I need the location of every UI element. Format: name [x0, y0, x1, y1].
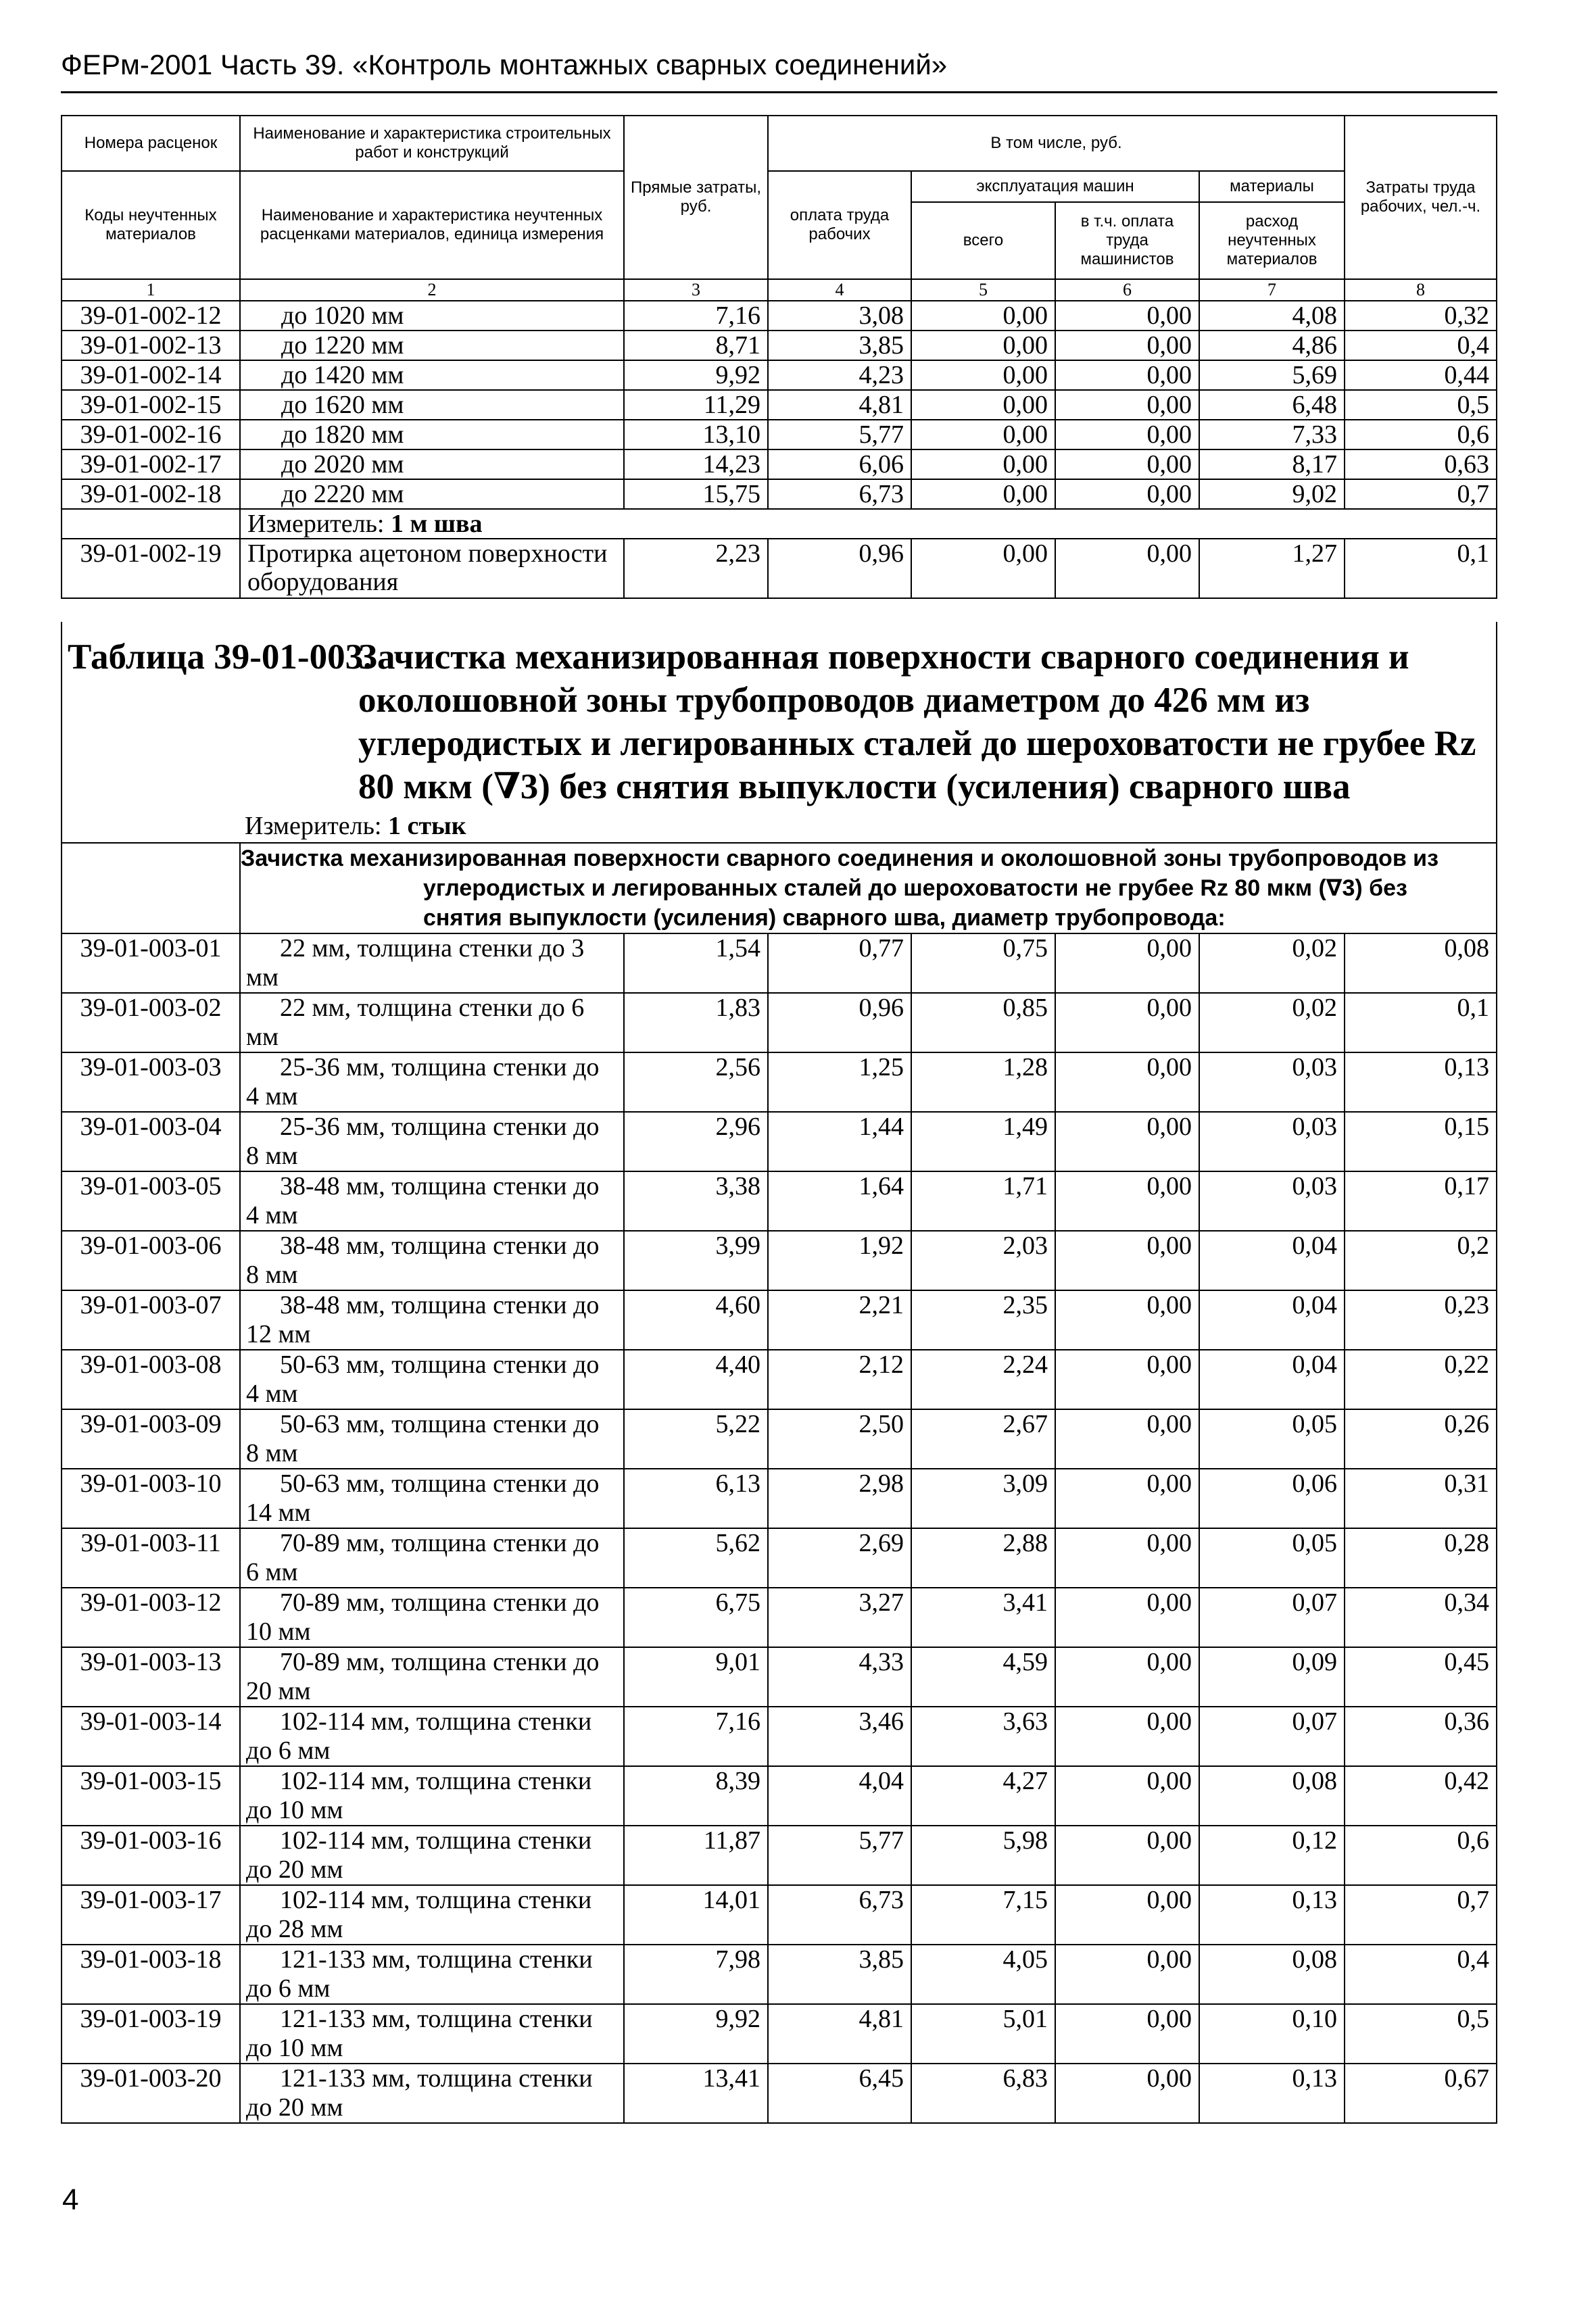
value-mach-wages: 0,00	[1055, 390, 1199, 420]
value-mach-wages: 0,00	[1055, 1231, 1199, 1290]
rate-name: до 2020 мм	[240, 449, 624, 479]
value-mat: 0,07	[1199, 1588, 1345, 1647]
rate-code: 39-01-003-11	[62, 1528, 240, 1588]
value-mach: 0,85	[911, 993, 1055, 1052]
value-direct: 7,98	[624, 1945, 768, 2004]
table-title-text: Зачистка механизированная поверхности сварного соединения и околошовной зоны трубопроводов диаметром до 426 мм из углеродистых и легированных сталей до шероховатости не грубее Rz 80 мкм (∇3) без снятия выпуклости (усиления) сварного шва	[358, 637, 1476, 806]
header-work-name: Наименование и характеристика строительных работ и конструкций	[240, 116, 624, 171]
value-mach-wages: 0,00	[1055, 1112, 1199, 1171]
value-mach-wages: 0,00	[1055, 1707, 1199, 1766]
header-materials: материалы	[1200, 172, 1344, 202]
value-mat: 0,05	[1199, 1528, 1345, 1588]
header-rate-numbers: Номера расценок	[62, 116, 240, 171]
rate-name: до 1020 мм	[240, 301, 624, 331]
value-direct: 2,96	[624, 1112, 768, 1171]
value-wages: 2,98	[768, 1469, 911, 1528]
value-mat: 1,27	[1199, 539, 1345, 598]
header-machines-group	[912, 172, 1199, 278]
column-number: 5	[911, 279, 1055, 301]
header-direct-costs: Прямые затраты, руб.	[624, 116, 768, 279]
value-direct: 5,22	[624, 1409, 768, 1469]
rate-name: 50-63 мм, толщина стенки до 4 мм	[240, 1350, 624, 1409]
value-wages: 3,27	[768, 1588, 911, 1647]
table-row	[62, 1290, 1497, 1350]
value-labor: 0,26	[1345, 1409, 1497, 1469]
group-code-cell	[62, 843, 240, 933]
rate-name: 121-133 мм, толщина стенки до 10 мм	[240, 2004, 624, 2064]
value-mach: 2,88	[911, 1528, 1055, 1588]
value-mach-wages: 0,00	[1055, 1409, 1199, 1469]
table-row	[62, 1885, 1497, 1945]
rate-code: 39-01-003-19	[62, 2004, 240, 2064]
value-wages: 0,96	[768, 993, 911, 1052]
rates-table-39-01-002	[61, 115, 1497, 599]
rate-code: 39-01-003-12	[62, 1588, 240, 1647]
column-number: 2	[240, 279, 624, 301]
value-mat: 4,08	[1199, 301, 1345, 331]
value-mach: 1,71	[911, 1171, 1055, 1231]
column-number: 6	[1055, 279, 1199, 301]
rate-name: до 1220 мм	[240, 331, 624, 360]
value-wages: 1,44	[768, 1112, 911, 1171]
measure-value: 1 стык	[388, 812, 466, 840]
measure-value: 1 м шва	[391, 510, 483, 538]
value-mach: 2,67	[911, 1409, 1055, 1469]
value-labor: 0,1	[1345, 539, 1497, 598]
value-mat: 4,86	[1199, 331, 1345, 360]
value-direct: 4,60	[624, 1290, 768, 1350]
value-mach-wages: 0,00	[1055, 1945, 1199, 2004]
rate-name: 38-48 мм, толщина стенки до 12 мм	[240, 1290, 624, 1350]
value-mat: 0,12	[1199, 1826, 1345, 1885]
rate-code: 39-01-002-17	[62, 449, 240, 479]
column-number: 3	[624, 279, 768, 301]
value-direct: 13,10	[624, 420, 768, 449]
value-mach-wages: 0,00	[1055, 539, 1199, 598]
value-mach-wages: 0,00	[1055, 449, 1199, 479]
value-wages: 3,46	[768, 1707, 911, 1766]
value-direct: 4,40	[624, 1350, 768, 1409]
value-mach: 2,03	[911, 1231, 1055, 1290]
value-mach-wages: 0,00	[1055, 1647, 1199, 1707]
rate-code: 39-01-002-12	[62, 301, 240, 331]
table-row	[62, 479, 1497, 509]
value-labor: 0,32	[1345, 301, 1497, 331]
value-labor: 0,44	[1345, 360, 1497, 390]
value-labor: 0,36	[1345, 1707, 1497, 1766]
rate-code: 39-01-003-10	[62, 1469, 240, 1528]
value-wages: 4,33	[768, 1647, 911, 1707]
value-mat: 7,33	[1199, 420, 1345, 449]
table-title-number: Таблица 39-01-003.	[68, 637, 372, 677]
rate-name: 102-114 мм, толщина стенки до 28 мм	[240, 1885, 624, 1945]
value-wages: 4,81	[768, 390, 911, 420]
value-direct: 11,87	[624, 1826, 768, 1885]
value-mat: 0,08	[1199, 1766, 1345, 1826]
value-mach: 2,24	[911, 1350, 1055, 1409]
value-mach-wages: 0,00	[1055, 1350, 1199, 1409]
value-mach-wages: 0,00	[1055, 1052, 1199, 1112]
value-mach: 0,00	[911, 390, 1055, 420]
value-wages: 2,69	[768, 1528, 911, 1588]
value-labor: 0,15	[1345, 1112, 1497, 1171]
value-labor: 0,08	[1345, 933, 1497, 993]
rate-name: 70-89 мм, толщина стенки до 6 мм	[240, 1528, 624, 1588]
value-mach-wages: 0,00	[1055, 1171, 1199, 1231]
value-mach: 3,63	[911, 1707, 1055, 1766]
value-direct: 9,01	[624, 1647, 768, 1707]
value-direct: 13,41	[624, 2064, 768, 2123]
value-mach-wages: 0,00	[1055, 301, 1199, 331]
rate-name: до 1820 мм	[240, 420, 624, 449]
value-wages: 6,73	[768, 479, 911, 509]
value-direct: 15,75	[624, 479, 768, 509]
value-direct: 1,83	[624, 993, 768, 1052]
header-material-name: Наименование и характеристика неучтенных расценками материалов, единица измерения	[240, 171, 624, 279]
value-mach-wages: 0,00	[1055, 1766, 1199, 1826]
value-wages: 4,23	[768, 360, 911, 390]
value-mach: 2,35	[911, 1290, 1055, 1350]
table-row	[62, 1350, 1497, 1409]
table-row	[62, 449, 1497, 479]
value-wages: 2,12	[768, 1350, 911, 1409]
value-mach: 7,15	[911, 1885, 1055, 1945]
rate-name: 38-48 мм, толщина стенки до 8 мм	[240, 1231, 624, 1290]
table-row	[62, 2004, 1497, 2064]
value-mach-wages: 0,00	[1055, 1588, 1199, 1647]
rate-code: 39-01-003-04	[62, 1112, 240, 1171]
value-labor: 0,23	[1345, 1290, 1497, 1350]
value-direct: 9,92	[624, 2004, 768, 2064]
value-mat: 0,13	[1199, 1885, 1345, 1945]
table-row	[62, 1588, 1497, 1647]
rate-code: 39-01-003-17	[62, 1885, 240, 1945]
value-mach-wages: 0,00	[1055, 331, 1199, 360]
value-direct: 7,16	[624, 301, 768, 331]
value-mat: 0,06	[1199, 1469, 1345, 1528]
value-mat: 0,03	[1199, 1171, 1345, 1231]
value-wages: 5,77	[768, 1826, 911, 1885]
value-wages: 3,85	[768, 331, 911, 360]
rate-name: 102-114 мм, толщина стенки до 20 мм	[240, 1826, 624, 1885]
value-mach-wages: 0,00	[1055, 1885, 1199, 1945]
rate-code: 39-01-003-16	[62, 1826, 240, 1885]
column-number: 7	[1199, 279, 1345, 301]
measure-label: Измеритель:	[245, 812, 382, 840]
value-mach: 1,49	[911, 1112, 1055, 1171]
value-labor: 0,63	[1345, 449, 1497, 479]
page-header: ФЕРм-2001 Часть 39. «Контроль монтажных сварных соединений»	[61, 49, 948, 80]
header-machines-wages: в т.ч. оплата труда машинистов	[1080, 212, 1174, 268]
rate-name: 25-36 мм, толщина стенки до 8 мм	[240, 1112, 624, 1171]
measure-label: Измеритель:	[247, 510, 385, 538]
header-labor: Затраты труда рабочих, чел.-ч.	[1345, 116, 1497, 279]
value-mach: 4,59	[911, 1647, 1055, 1707]
value-mat: 9,02	[1199, 479, 1345, 509]
rate-name: 38-48 мм, толщина стенки до 4 мм	[240, 1171, 624, 1231]
value-direct: 8,39	[624, 1766, 768, 1826]
value-mach-wages: 0,00	[1055, 420, 1199, 449]
value-wages: 0,77	[768, 933, 911, 993]
rate-name: 102-114 мм, толщина стенки до 10 мм	[240, 1766, 624, 1826]
table-row	[62, 331, 1497, 360]
rate-code: 39-01-003-07	[62, 1290, 240, 1350]
value-labor: 0,67	[1345, 2064, 1497, 2123]
value-mat: 8,17	[1199, 449, 1345, 479]
value-mat: 0,04	[1199, 1231, 1345, 1290]
rate-name: 22 мм, толщина стенки до 6 мм	[240, 993, 624, 1052]
page-number: 4	[62, 2183, 79, 2216]
table-row	[62, 2064, 1497, 2123]
value-direct: 11,29	[624, 390, 768, 420]
header-subgrid	[769, 172, 911, 278]
rate-name: 70-89 мм, толщина стенки до 10 мм	[240, 1588, 624, 1647]
rate-code: 39-01-002-19	[62, 539, 240, 598]
header-including: В том числе, руб.	[768, 116, 1345, 171]
value-mat: 0,02	[1199, 933, 1345, 993]
rate-name: 22 мм, толщина стенки до 3 мм	[240, 933, 624, 993]
value-direct: 3,38	[624, 1171, 768, 1231]
table-row	[62, 301, 1497, 331]
value-labor: 0,5	[1345, 390, 1497, 420]
table-row	[62, 1231, 1497, 1290]
header-wages: оплата труда рабочих	[790, 206, 890, 243]
value-labor: 0,31	[1345, 1469, 1497, 1528]
value-direct: 9,92	[624, 360, 768, 390]
value-wages: 5,77	[768, 420, 911, 449]
value-wages: 6,45	[768, 2064, 911, 2123]
rate-code: 39-01-003-09	[62, 1409, 240, 1469]
value-direct: 6,75	[624, 1588, 768, 1647]
table-row	[62, 420, 1497, 449]
value-mach: 3,41	[911, 1588, 1055, 1647]
column-number: 1	[62, 279, 240, 301]
group-heading: Зачистка механизированная поверхности сварного соединения и околошовной зоны трубопроводов из углеродистых и легированных сталей до шероховатости не грубее Rz 80 мкм (∇3) без снятия выпуклости (усиления) сварного шва, диаметр трубопровода:	[241, 846, 1438, 931]
header-rule	[61, 91, 1497, 93]
table-row	[62, 933, 1497, 993]
value-labor: 0,22	[1345, 1350, 1497, 1409]
table-row	[62, 1112, 1497, 1171]
value-mat: 0,04	[1199, 1290, 1345, 1350]
table-title	[68, 635, 1494, 808]
table-row	[62, 390, 1497, 420]
value-labor: 0,42	[1345, 1766, 1497, 1826]
value-wages: 3,85	[768, 1945, 911, 2004]
rate-name: до 2220 мм	[240, 479, 624, 509]
value-labor: 0,34	[1345, 1588, 1497, 1647]
rate-name: 121-133 мм, толщина стенки до 20 мм	[240, 2064, 624, 2123]
column-number: 8	[1345, 279, 1497, 301]
value-mat: 0,03	[1199, 1112, 1345, 1171]
rate-code: 39-01-002-16	[62, 420, 240, 449]
value-mat: 0,03	[1199, 1052, 1345, 1112]
table-row	[62, 539, 1497, 598]
rate-code: 39-01-003-13	[62, 1647, 240, 1707]
table-row	[62, 1826, 1497, 1885]
value-direct: 2,56	[624, 1052, 768, 1112]
value-mach: 3,09	[911, 1469, 1055, 1528]
table-row	[62, 1528, 1497, 1588]
rates-table-39-01-003	[61, 842, 1497, 2124]
value-wages: 6,73	[768, 1885, 911, 1945]
rate-name: Протирка ацетоном поверхности оборудования	[240, 539, 624, 598]
value-wages: 0,96	[768, 539, 911, 598]
value-labor: 0,7	[1345, 479, 1497, 509]
table-row	[62, 1171, 1497, 1231]
value-mach-wages: 0,00	[1055, 479, 1199, 509]
value-mach-wages: 0,00	[1055, 1290, 1199, 1350]
value-mach-wages: 0,00	[1055, 1528, 1199, 1588]
rate-code: 39-01-003-06	[62, 1231, 240, 1290]
measure-unit	[245, 811, 466, 841]
table-row	[62, 1945, 1497, 2004]
table-row	[62, 1409, 1497, 1469]
value-direct: 1,54	[624, 933, 768, 993]
value-mach: 6,83	[911, 2064, 1055, 2123]
value-mat: 5,69	[1199, 360, 1345, 390]
value-mach: 0,00	[911, 420, 1055, 449]
value-labor: 0,13	[1345, 1052, 1497, 1112]
rate-code: 39-01-002-14	[62, 360, 240, 390]
header-materials-unaccounted: расход неучтенных материалов	[1226, 212, 1317, 268]
header-materials-group	[1200, 172, 1344, 278]
value-mat: 0,13	[1199, 2064, 1345, 2123]
rate-name: 70-89 мм, толщина стенки до 20 мм	[240, 1647, 624, 1707]
table-row	[62, 1469, 1497, 1528]
value-mach: 0,00	[911, 449, 1055, 479]
value-mach: 0,00	[911, 301, 1055, 331]
rate-name: 50-63 мм, толщина стенки до 8 мм	[240, 1409, 624, 1469]
value-direct: 14,23	[624, 449, 768, 479]
value-mach: 0,00	[911, 539, 1055, 598]
value-wages: 4,04	[768, 1766, 911, 1826]
value-mach-wages: 0,00	[1055, 2064, 1199, 2123]
value-mach-wages: 0,00	[1055, 360, 1199, 390]
value-labor: 0,6	[1345, 1826, 1497, 1885]
value-mat: 0,07	[1199, 1707, 1345, 1766]
value-mat: 0,04	[1199, 1350, 1345, 1409]
value-direct: 6,13	[624, 1469, 768, 1528]
value-wages: 4,81	[768, 2004, 911, 2064]
rate-name: 50-63 мм, толщина стенки до 14 мм	[240, 1469, 624, 1528]
value-mat: 0,02	[1199, 993, 1345, 1052]
value-labor: 0,1	[1345, 993, 1497, 1052]
value-mach-wages: 0,00	[1055, 1826, 1199, 1885]
table-row	[62, 360, 1497, 390]
value-labor: 0,17	[1345, 1171, 1497, 1231]
value-mach: 1,28	[911, 1052, 1055, 1112]
value-labor: 0,28	[1345, 1528, 1497, 1588]
value-wages: 2,50	[768, 1409, 911, 1469]
value-mach-wages: 0,00	[1055, 993, 1199, 1052]
column-number: 4	[768, 279, 911, 301]
value-mach: 4,05	[911, 1945, 1055, 2004]
group-heading-cell	[240, 843, 1497, 933]
value-labor: 0,7	[1345, 1885, 1497, 1945]
value-labor: 0,2	[1345, 1231, 1497, 1290]
table-row	[62, 1766, 1497, 1826]
value-mach: 0,75	[911, 933, 1055, 993]
rate-code: 39-01-003-03	[62, 1052, 240, 1112]
rate-code: 39-01-003-15	[62, 1766, 240, 1826]
value-labor: 0,4	[1345, 1945, 1497, 2004]
value-wages: 3,08	[768, 301, 911, 331]
value-mat: 0,10	[1199, 2004, 1345, 2064]
value-wages: 1,25	[768, 1052, 911, 1112]
value-labor: 0,5	[1345, 2004, 1497, 2064]
value-mach-wages: 0,00	[1055, 1469, 1199, 1528]
value-mat: 6,48	[1199, 390, 1345, 420]
rate-name: 102-114 мм, толщина стенки до 6 мм	[240, 1707, 624, 1766]
rate-code: 39-01-002-15	[62, 390, 240, 420]
value-direct: 8,71	[624, 331, 768, 360]
rate-code: 39-01-003-14	[62, 1707, 240, 1766]
value-mach: 4,27	[911, 1766, 1055, 1826]
value-direct: 5,62	[624, 1528, 768, 1588]
value-mach: 5,98	[911, 1826, 1055, 1885]
value-direct: 2,23	[624, 539, 768, 598]
value-labor: 0,45	[1345, 1647, 1497, 1707]
rate-code: 39-01-003-20	[62, 2064, 240, 2123]
value-mat: 0,05	[1199, 1409, 1345, 1469]
header-machines: эксплуатация машин	[912, 172, 1199, 202]
header-codes: Коды неучтенных материалов	[62, 171, 240, 279]
rate-name: до 1620 мм	[240, 390, 624, 420]
table-row	[62, 1647, 1497, 1707]
rate-code: 39-01-003-01	[62, 933, 240, 993]
header-machines-total: всего	[912, 202, 1055, 278]
value-mach: 0,00	[911, 331, 1055, 360]
value-mach-wages: 0,00	[1055, 933, 1199, 993]
value-direct: 14,01	[624, 1885, 768, 1945]
rate-code: 39-01-003-02	[62, 993, 240, 1052]
rate-name: 25-36 мм, толщина стенки до 4 мм	[240, 1052, 624, 1112]
table-row	[62, 1707, 1497, 1766]
rate-code: 39-01-002-13	[62, 331, 240, 360]
table-row	[62, 1052, 1497, 1112]
rate-name: до 1420 мм	[240, 360, 624, 390]
value-labor: 0,4	[1345, 331, 1497, 360]
value-wages: 1,64	[768, 1171, 911, 1231]
rate-code: 39-01-003-08	[62, 1350, 240, 1409]
measure-code-cell	[62, 509, 240, 539]
value-wages: 1,92	[768, 1231, 911, 1290]
measure-row	[62, 509, 1497, 539]
value-mach: 0,00	[911, 360, 1055, 390]
value-wages: 2,21	[768, 1290, 911, 1350]
rate-code: 39-01-003-05	[62, 1171, 240, 1231]
value-mat: 0,09	[1199, 1647, 1345, 1707]
measure-cell	[240, 509, 1497, 539]
value-mach: 0,00	[911, 479, 1055, 509]
value-wages: 6,06	[768, 449, 911, 479]
table-row	[62, 993, 1497, 1052]
rate-name: 121-133 мм, толщина стенки до 6 мм	[240, 1945, 624, 2004]
value-mach: 5,01	[911, 2004, 1055, 2064]
value-mach-wages: 0,00	[1055, 2004, 1199, 2064]
value-mat: 0,08	[1199, 1945, 1345, 2004]
value-direct: 7,16	[624, 1707, 768, 1766]
rate-code: 39-01-002-18	[62, 479, 240, 509]
value-direct: 3,99	[624, 1231, 768, 1290]
value-labor: 0,6	[1345, 420, 1497, 449]
rate-code: 39-01-003-18	[62, 1945, 240, 2004]
